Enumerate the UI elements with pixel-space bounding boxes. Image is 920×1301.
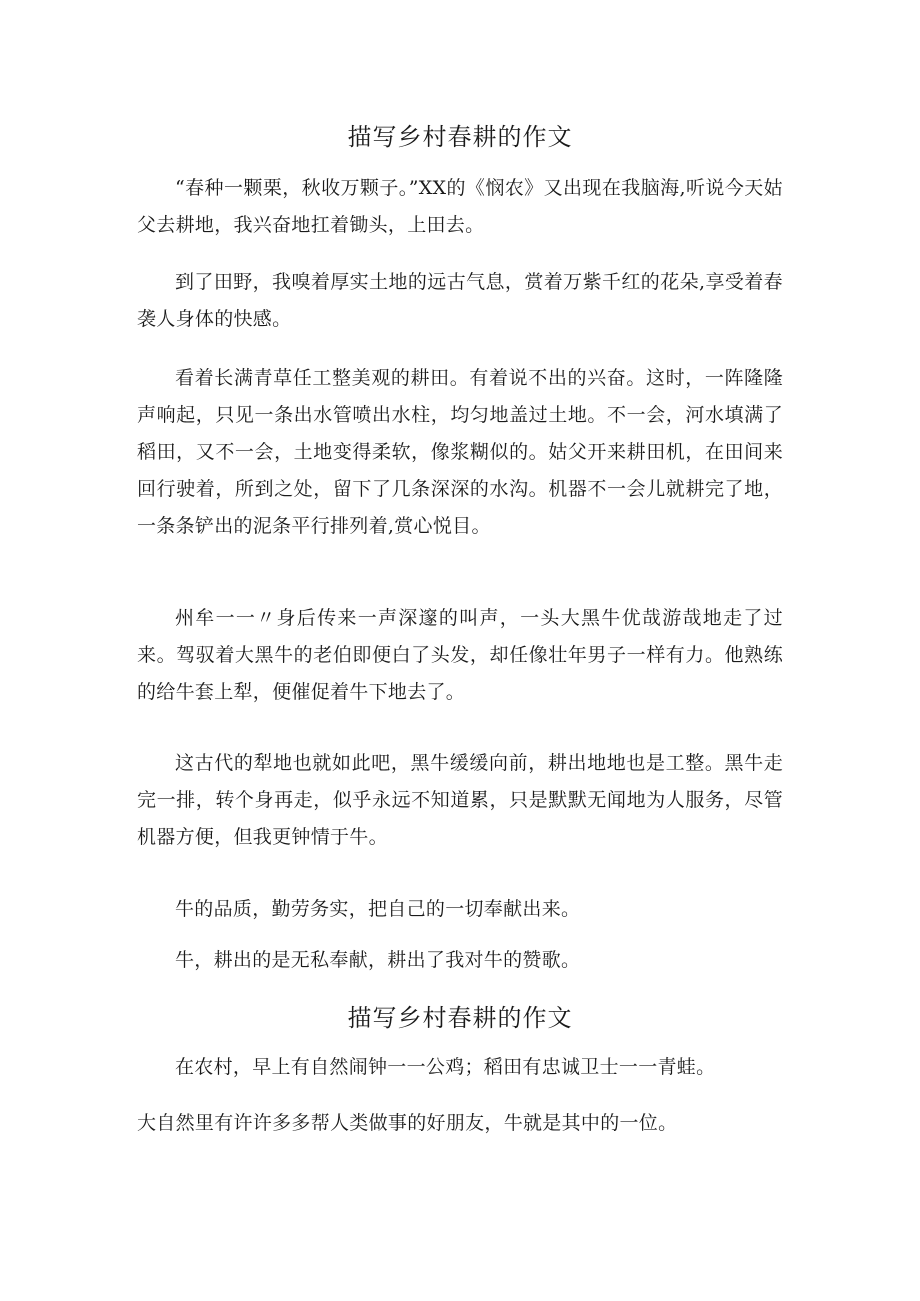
essay-1-paragraph-2: 到了田野，我嗅着厚实土地的远古气息，赏着万紫千红的花朵,享受着春袭人身体的快感。 xyxy=(137,271,783,330)
essay-1-title: 描写乡村春耕的作文 xyxy=(347,123,573,151)
essay-1-paragraph-4: 州牟一一〃身后传来一声深邃的叫声，一头大黑牛优哉游哉地走了过来。驾驭着大黑牛的老伯即便白了头发，却任像壮年男子一样有力。他熟练的给牛套上犁，便催促着牛下地去了。 xyxy=(137,607,783,703)
essay-2-title: 描写乡村春耕的作文 xyxy=(347,1004,573,1032)
essay-1-paragraph-1: “春种一颗栗，秋收万颗子。”XX的《悯农》又出现在我脑海,听说今天姑父去耕地，我兴奋地扛着锄头，上田去。 xyxy=(137,177,783,236)
essay-1-paragraph-6: 牛的品质，勤劳务实，把自己的一切奉献出来。 xyxy=(175,898,581,920)
essay-2-paragraph-2: 大自然里有许许多多帮人类做事的好朋友，牛就是其中的一位。 xyxy=(137,1112,678,1134)
essay-2-paragraph-1: 在农村，早上有自然闹钟一一公鸡；稻田有忠诚卫士一一青蛙。 xyxy=(175,1056,716,1078)
essay-1-paragraph-3: 看着长满青草任工整美观的耕田。有着说不出的兴奋。这时，一阵隆隆声响起，只见一条出水管喷出水柱，均匀地盖过土地。不一会，河水填满了稻田，又不一会，土地变得柔软，像浆糊似的。姑父开来耕田机，在田间来回行驶着，所到之处，留下了几条深深的水沟。机器不一会儿就耕完了地，一条条铲出的泥条平行排列着,赏心悦目。 xyxy=(137,367,783,537)
essay-1-paragraph-5: 这古代的犁地也就如此吧，黑牛缓缓向前，耕出地地也是工整。黑牛走完一排，转个身再走，似乎永远不知道累，只是默默无闻地为人服务，尽管机器方便，但我更钟情于牛。 xyxy=(137,752,783,848)
essay-1-paragraph-7: 牛，耕出的是无私奉献，耕出了我对牛的赞歌。 xyxy=(175,949,581,971)
